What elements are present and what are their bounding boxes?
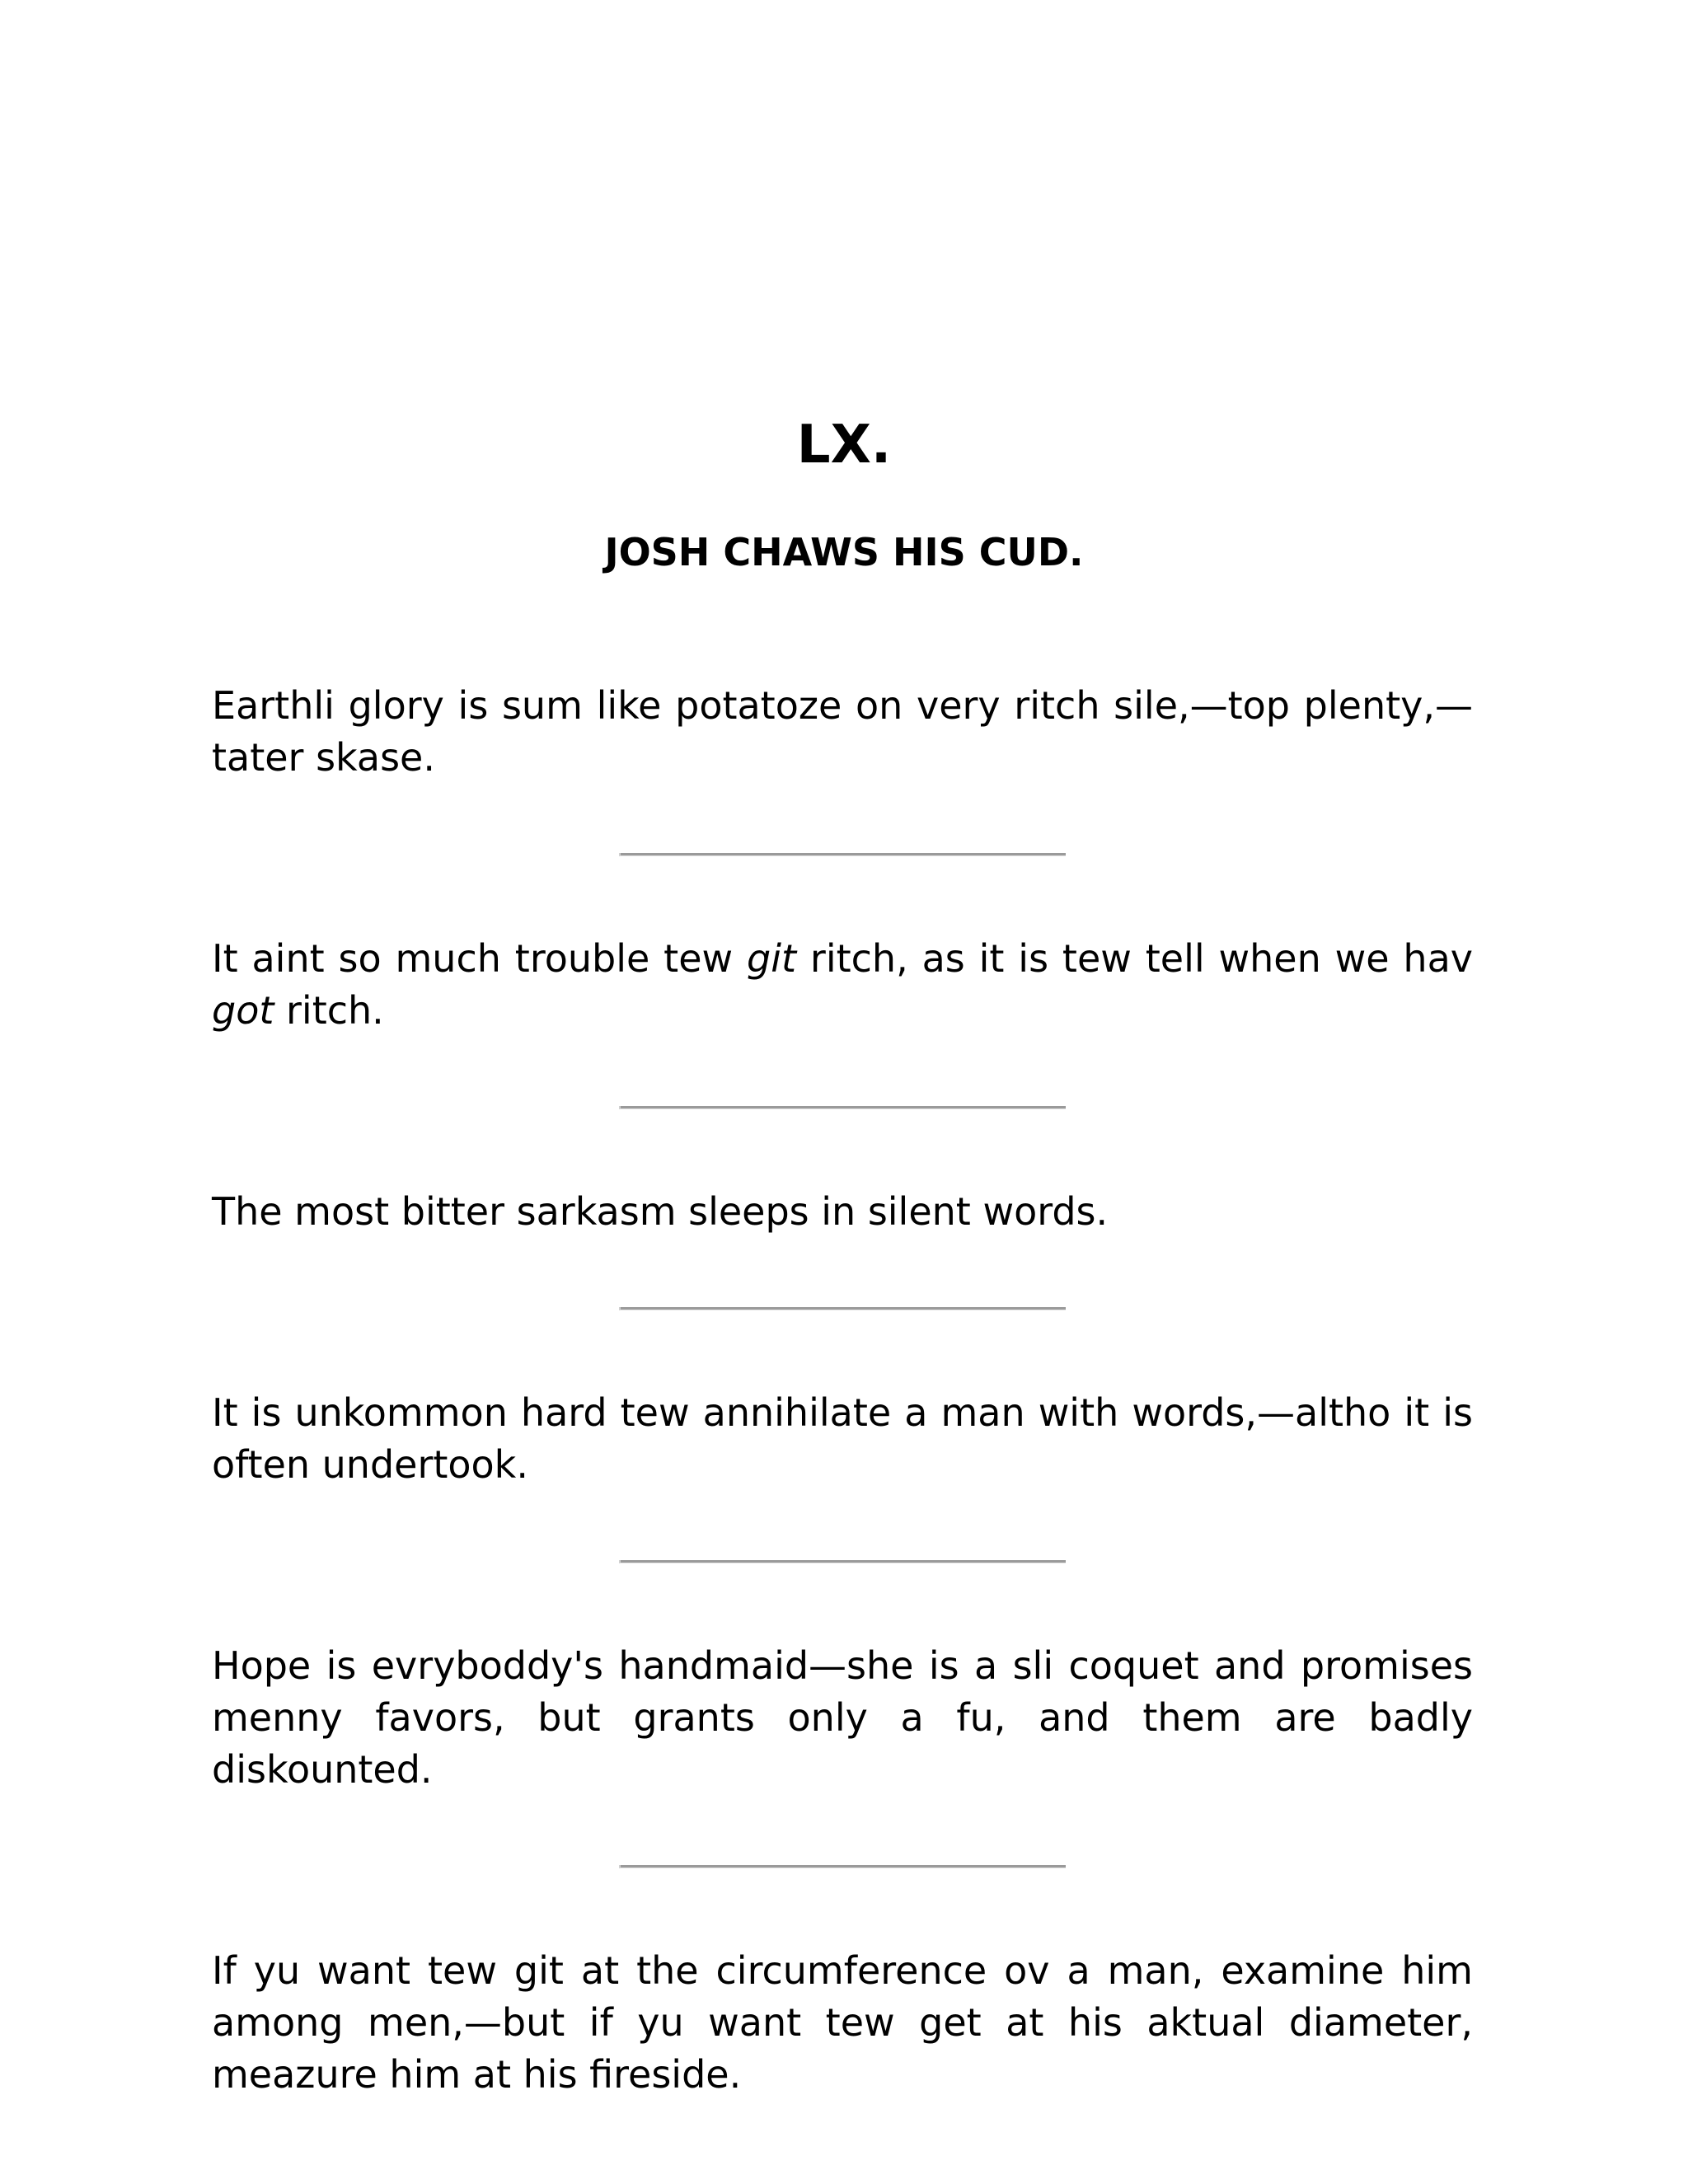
- body-text: [212, 680, 1473, 2101]
- chapter-title: JOSH CHAWS HIS CUD.: [604, 530, 1084, 574]
- italic-git: git: [747, 936, 797, 981]
- paragraph-4: It is unkommon hard tew annihilate a man with words,—altho it is often undertook.: [212, 1390, 1473, 1487]
- paragraph-5: Hope is evryboddy's handmaid—she is a sli coquet and promises menny favors, but grants only a fu, and them are badly diskounted.: [212, 1643, 1473, 1792]
- paragraph-6: If yu want tew git at the circumference ov a man, examine him among men,—but if yu want tew get at his aktual diameter, meazure him at his fireside.: [212, 1948, 1473, 2097]
- italic-got: got: [212, 988, 274, 1033]
- chapter-number: LX.: [796, 415, 892, 476]
- paragraph-2: It aint so much trouble tew git ritch, as it is tew tell when we hav got ritch.: [212, 936, 1473, 1033]
- paragraph-1: Earthli glory is sum like potatoze on very ritch sile,—top plenty,—tater skase.: [212, 683, 1473, 780]
- paragraph-3: The most bitter sarkasm sleeps in silent words.: [212, 1189, 1109, 1234]
